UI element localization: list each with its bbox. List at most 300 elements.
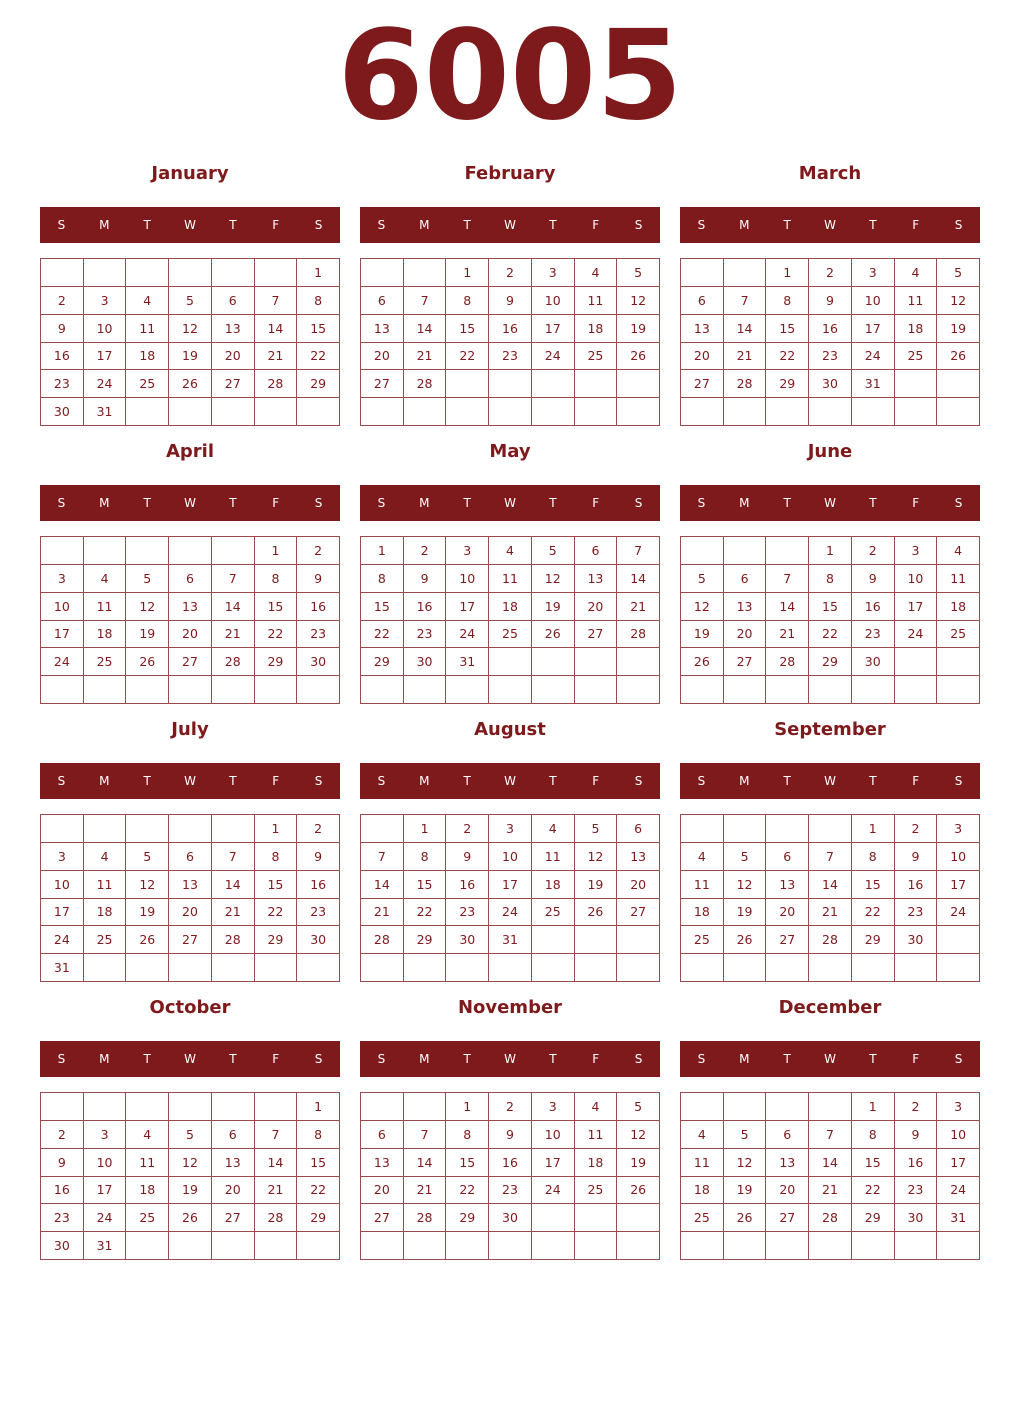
empty-cell xyxy=(169,815,212,843)
day-cell: 18 xyxy=(84,899,127,927)
empty-cell xyxy=(297,1232,340,1260)
weekday-label: T xyxy=(229,1052,237,1066)
empty-cell xyxy=(575,1232,618,1260)
day-cell: 14 xyxy=(361,871,404,899)
day-cell: 16 xyxy=(489,315,532,343)
day-cell: 29 xyxy=(255,926,298,954)
day-cell: 26 xyxy=(169,370,212,398)
empty-cell xyxy=(617,648,660,676)
day-grid xyxy=(680,536,980,704)
day-cell: 2 xyxy=(809,259,852,287)
day-cell: 24 xyxy=(937,1177,980,1205)
weekday-label: F xyxy=(912,774,920,788)
day-cell: 15 xyxy=(446,1149,489,1177)
day-cell: 8 xyxy=(446,1121,489,1149)
weekday-label: T xyxy=(783,496,791,510)
empty-cell xyxy=(937,676,980,704)
day-grid xyxy=(680,258,980,426)
day-cell: 6 xyxy=(724,565,767,593)
day-cell: 25 xyxy=(84,648,127,676)
weekday-label: S xyxy=(57,1052,66,1066)
day-cell: 26 xyxy=(532,621,575,649)
day-cell: 11 xyxy=(575,1121,618,1149)
weekday-label: S xyxy=(377,774,386,788)
day-cell: 13 xyxy=(361,1149,404,1177)
day-cell: 6 xyxy=(212,1121,255,1149)
day-cell: 16 xyxy=(895,871,938,899)
day-cell: 20 xyxy=(617,871,660,899)
day-cell: 26 xyxy=(126,926,169,954)
empty-cell xyxy=(255,1232,298,1260)
empty-cell xyxy=(724,954,767,982)
weekday-label: W xyxy=(504,496,516,510)
day-cell: 12 xyxy=(617,1121,660,1149)
day-cell: 17 xyxy=(852,315,895,343)
empty-cell xyxy=(681,676,724,704)
day-cell: 14 xyxy=(809,1149,852,1177)
day-cell: 2 xyxy=(489,259,532,287)
day-cell: 27 xyxy=(766,1204,809,1232)
day-cell: 20 xyxy=(212,1177,255,1205)
day-cell: 22 xyxy=(766,343,809,371)
empty-cell xyxy=(84,954,127,982)
day-cell: 8 xyxy=(255,565,298,593)
day-cell: 21 xyxy=(255,343,298,371)
day-cell: 15 xyxy=(852,871,895,899)
empty-cell xyxy=(532,370,575,398)
day-cell: 10 xyxy=(41,871,84,899)
empty-cell xyxy=(532,648,575,676)
empty-cell xyxy=(41,1093,84,1121)
month-name: September xyxy=(774,719,886,740)
weekday-label: S xyxy=(954,1052,963,1066)
day-cell: 10 xyxy=(937,843,980,871)
empty-cell xyxy=(681,1093,724,1121)
weekday-header xyxy=(360,485,660,521)
day-cell: 28 xyxy=(404,1204,447,1232)
day-cell: 28 xyxy=(361,926,404,954)
weekday-label: M xyxy=(739,1052,750,1066)
day-cell: 21 xyxy=(212,899,255,927)
day-cell: 5 xyxy=(169,287,212,315)
weekday-label: S xyxy=(634,218,643,232)
day-cell: 18 xyxy=(532,871,575,899)
weekday-label: F xyxy=(912,1052,920,1066)
day-cell: 1 xyxy=(809,537,852,565)
empty-cell xyxy=(41,537,84,565)
empty-cell xyxy=(361,259,404,287)
day-cell: 19 xyxy=(724,899,767,927)
empty-cell xyxy=(361,815,404,843)
day-cell: 20 xyxy=(361,343,404,371)
day-cell: 5 xyxy=(126,565,169,593)
day-cell: 31 xyxy=(84,1232,127,1260)
day-cell: 8 xyxy=(404,843,447,871)
weekday-header xyxy=(680,763,980,799)
day-cell: 8 xyxy=(852,843,895,871)
day-cell: 7 xyxy=(255,1121,298,1149)
day-cell: 5 xyxy=(617,259,660,287)
day-cell: 12 xyxy=(681,593,724,621)
day-cell: 22 xyxy=(809,621,852,649)
day-cell: 3 xyxy=(84,1121,127,1149)
day-cell: 2 xyxy=(41,287,84,315)
day-cell: 1 xyxy=(446,259,489,287)
day-cell: 1 xyxy=(361,537,404,565)
day-cell: 16 xyxy=(489,1149,532,1177)
day-cell: 30 xyxy=(297,648,340,676)
day-cell: 25 xyxy=(126,370,169,398)
day-cell: 17 xyxy=(532,1149,575,1177)
day-cell: 29 xyxy=(809,648,852,676)
day-cell: 26 xyxy=(617,1177,660,1205)
day-cell: 5 xyxy=(617,1093,660,1121)
day-cell: 18 xyxy=(681,899,724,927)
day-cell: 28 xyxy=(809,1204,852,1232)
empty-cell xyxy=(361,954,404,982)
day-cell: 14 xyxy=(255,1149,298,1177)
empty-cell xyxy=(404,954,447,982)
weekday-label: T xyxy=(229,774,237,788)
day-cell: 8 xyxy=(809,565,852,593)
day-cell: 24 xyxy=(446,621,489,649)
day-cell: 2 xyxy=(297,815,340,843)
day-cell: 1 xyxy=(255,815,298,843)
day-cell: 18 xyxy=(575,1149,618,1177)
day-cell: 3 xyxy=(84,287,127,315)
weekday-header xyxy=(40,207,340,243)
day-cell: 19 xyxy=(724,1177,767,1205)
day-cell: 17 xyxy=(532,315,575,343)
day-cell: 22 xyxy=(446,1177,489,1205)
weekday-label: F xyxy=(272,218,280,232)
day-cell: 7 xyxy=(212,843,255,871)
day-cell: 17 xyxy=(41,899,84,927)
day-cell: 28 xyxy=(724,370,767,398)
day-cell: 15 xyxy=(852,1149,895,1177)
day-cell: 24 xyxy=(41,926,84,954)
day-cell: 24 xyxy=(84,1204,127,1232)
day-cell: 21 xyxy=(361,899,404,927)
day-cell: 6 xyxy=(361,1121,404,1149)
day-cell: 31 xyxy=(852,370,895,398)
day-cell: 19 xyxy=(126,899,169,927)
empty-cell xyxy=(446,1232,489,1260)
empty-cell xyxy=(212,815,255,843)
day-cell: 27 xyxy=(169,926,212,954)
day-cell: 13 xyxy=(212,1149,255,1177)
empty-cell xyxy=(532,1204,575,1232)
day-cell: 30 xyxy=(895,1204,938,1232)
day-cell: 4 xyxy=(126,1121,169,1149)
day-cell: 13 xyxy=(212,315,255,343)
weekday-header xyxy=(360,763,660,799)
day-cell: 23 xyxy=(446,899,489,927)
day-cell: 19 xyxy=(617,1149,660,1177)
day-cell: 30 xyxy=(895,926,938,954)
empty-cell xyxy=(212,259,255,287)
day-cell: 9 xyxy=(895,843,938,871)
day-cell: 31 xyxy=(84,398,127,426)
weekday-header xyxy=(680,1041,980,1077)
empty-cell xyxy=(532,1232,575,1260)
empty-cell xyxy=(766,398,809,426)
day-cell: 28 xyxy=(404,370,447,398)
empty-cell xyxy=(681,398,724,426)
day-cell: 2 xyxy=(404,537,447,565)
empty-cell xyxy=(212,1232,255,1260)
weekday-label: T xyxy=(463,1052,471,1066)
weekday-label: M xyxy=(739,218,750,232)
day-cell: 30 xyxy=(446,926,489,954)
weekday-label: T xyxy=(783,1052,791,1066)
day-cell: 1 xyxy=(446,1093,489,1121)
day-cell: 3 xyxy=(41,843,84,871)
day-cell: 7 xyxy=(809,843,852,871)
day-cell: 8 xyxy=(297,1121,340,1149)
empty-cell xyxy=(532,954,575,982)
day-cell: 15 xyxy=(255,871,298,899)
weekday-label: F xyxy=(592,496,600,510)
day-cell: 6 xyxy=(766,1121,809,1149)
day-cell: 24 xyxy=(489,899,532,927)
weekday-label: W xyxy=(504,774,516,788)
weekday-label: W xyxy=(824,218,836,232)
day-cell: 5 xyxy=(126,843,169,871)
day-cell: 12 xyxy=(724,1149,767,1177)
empty-cell xyxy=(361,1232,404,1260)
day-cell: 25 xyxy=(681,1204,724,1232)
empty-cell xyxy=(895,398,938,426)
empty-cell xyxy=(169,259,212,287)
day-cell: 2 xyxy=(895,815,938,843)
day-cell: 29 xyxy=(446,1204,489,1232)
day-cell: 7 xyxy=(361,843,404,871)
empty-cell xyxy=(404,398,447,426)
day-cell: 5 xyxy=(724,1121,767,1149)
day-cell: 23 xyxy=(852,621,895,649)
empty-cell xyxy=(724,1232,767,1260)
day-cell: 17 xyxy=(84,1177,127,1205)
weekday-label: F xyxy=(912,218,920,232)
day-cell: 18 xyxy=(489,593,532,621)
weekday-label: S xyxy=(697,218,706,232)
day-cell: 20 xyxy=(361,1177,404,1205)
day-cell: 6 xyxy=(169,843,212,871)
day-cell: 10 xyxy=(852,287,895,315)
day-cell: 17 xyxy=(937,871,980,899)
day-cell: 28 xyxy=(255,370,298,398)
weekday-label: S xyxy=(697,774,706,788)
day-cell: 17 xyxy=(446,593,489,621)
empty-cell xyxy=(809,398,852,426)
day-cell: 5 xyxy=(169,1121,212,1149)
weekday-label: S xyxy=(57,774,66,788)
empty-cell xyxy=(404,259,447,287)
day-cell: 6 xyxy=(575,537,618,565)
weekday-header xyxy=(680,485,980,521)
day-cell: 23 xyxy=(297,899,340,927)
weekday-label: S xyxy=(314,1052,323,1066)
weekday-label: T xyxy=(229,218,237,232)
empty-cell xyxy=(766,1232,809,1260)
day-cell: 20 xyxy=(169,899,212,927)
month-name: October xyxy=(149,997,231,1018)
day-cell: 23 xyxy=(489,1177,532,1205)
empty-cell xyxy=(169,537,212,565)
day-cell: 27 xyxy=(212,370,255,398)
weekday-label: F xyxy=(592,218,600,232)
day-cell: 14 xyxy=(404,1149,447,1177)
day-cell: 29 xyxy=(852,926,895,954)
day-cell: 16 xyxy=(446,871,489,899)
day-cell: 27 xyxy=(361,370,404,398)
day-cell: 16 xyxy=(895,1149,938,1177)
day-cell: 11 xyxy=(489,565,532,593)
empty-cell xyxy=(212,398,255,426)
empty-cell xyxy=(575,398,618,426)
empty-cell xyxy=(84,815,127,843)
weekday-label: T xyxy=(143,1052,151,1066)
day-cell: 13 xyxy=(169,871,212,899)
empty-cell xyxy=(575,648,618,676)
empty-cell xyxy=(617,370,660,398)
weekday-label: W xyxy=(184,774,196,788)
empty-cell xyxy=(41,676,84,704)
day-cell: 9 xyxy=(297,565,340,593)
weekday-label: T xyxy=(143,218,151,232)
weekday-label: M xyxy=(419,218,430,232)
empty-cell xyxy=(126,259,169,287)
day-cell: 4 xyxy=(126,287,169,315)
empty-cell xyxy=(809,954,852,982)
day-cell: 19 xyxy=(617,315,660,343)
day-cell: 18 xyxy=(84,621,127,649)
empty-cell xyxy=(169,1093,212,1121)
day-cell: 25 xyxy=(681,926,724,954)
day-cell: 5 xyxy=(575,815,618,843)
month-name: December xyxy=(778,997,882,1018)
empty-cell xyxy=(84,1093,127,1121)
empty-cell xyxy=(126,676,169,704)
day-cell: 24 xyxy=(41,648,84,676)
day-cell: 18 xyxy=(126,1177,169,1205)
day-cell: 27 xyxy=(766,926,809,954)
day-cell: 7 xyxy=(617,537,660,565)
month-name: August xyxy=(474,719,546,740)
weekday-label: F xyxy=(272,1052,280,1066)
weekday-label: W xyxy=(184,218,196,232)
weekday-label: S xyxy=(377,218,386,232)
day-cell: 22 xyxy=(852,899,895,927)
weekday-label: S xyxy=(377,496,386,510)
day-cell: 29 xyxy=(852,1204,895,1232)
weekday-label: F xyxy=(592,1052,600,1066)
day-cell: 31 xyxy=(937,1204,980,1232)
day-cell: 11 xyxy=(84,593,127,621)
empty-cell xyxy=(681,1232,724,1260)
empty-cell xyxy=(489,370,532,398)
day-cell: 28 xyxy=(212,926,255,954)
day-cell: 18 xyxy=(126,343,169,371)
day-cell: 21 xyxy=(212,621,255,649)
empty-cell xyxy=(895,1232,938,1260)
weekday-label: M xyxy=(99,774,110,788)
day-cell: 15 xyxy=(297,1149,340,1177)
day-cell: 12 xyxy=(126,871,169,899)
empty-cell xyxy=(297,954,340,982)
empty-cell xyxy=(126,1093,169,1121)
day-cell: 4 xyxy=(895,259,938,287)
weekday-header xyxy=(360,207,660,243)
day-cell: 31 xyxy=(446,648,489,676)
empty-cell xyxy=(575,1204,618,1232)
day-cell: 20 xyxy=(575,593,618,621)
day-cell: 13 xyxy=(681,315,724,343)
day-cell: 4 xyxy=(575,259,618,287)
empty-cell xyxy=(255,676,298,704)
day-cell: 30 xyxy=(404,648,447,676)
day-cell: 28 xyxy=(809,926,852,954)
day-cell: 10 xyxy=(895,565,938,593)
day-cell: 12 xyxy=(937,287,980,315)
weekday-header xyxy=(680,207,980,243)
day-cell: 1 xyxy=(297,259,340,287)
weekday-label: S xyxy=(57,496,66,510)
weekday-label: W xyxy=(184,1052,196,1066)
weekday-label: S xyxy=(314,496,323,510)
day-cell: 15 xyxy=(766,315,809,343)
day-cell: 27 xyxy=(575,621,618,649)
weekday-header xyxy=(40,1041,340,1077)
day-cell: 8 xyxy=(361,565,404,593)
day-cell: 13 xyxy=(766,1149,809,1177)
day-cell: 9 xyxy=(809,287,852,315)
weekday-label: T xyxy=(549,774,557,788)
empty-cell xyxy=(446,370,489,398)
day-cell: 19 xyxy=(169,343,212,371)
day-cell: 29 xyxy=(255,648,298,676)
day-cell: 21 xyxy=(724,343,767,371)
day-cell: 29 xyxy=(297,1204,340,1232)
empty-cell xyxy=(169,1232,212,1260)
weekday-label: F xyxy=(592,774,600,788)
day-cell: 17 xyxy=(895,593,938,621)
day-cell: 16 xyxy=(809,315,852,343)
weekday-label: T xyxy=(869,496,877,510)
day-cell: 22 xyxy=(404,899,447,927)
day-cell: 21 xyxy=(404,1177,447,1205)
weekday-label: M xyxy=(419,774,430,788)
empty-cell xyxy=(446,398,489,426)
empty-cell xyxy=(41,259,84,287)
day-cell: 3 xyxy=(937,1093,980,1121)
weekday-label: T xyxy=(869,774,877,788)
day-cell: 15 xyxy=(809,593,852,621)
day-cell: 26 xyxy=(126,648,169,676)
day-cell: 6 xyxy=(212,287,255,315)
day-cell: 25 xyxy=(126,1204,169,1232)
weekday-label: T xyxy=(143,496,151,510)
day-cell: 27 xyxy=(169,648,212,676)
weekday-label: W xyxy=(824,774,836,788)
empty-cell xyxy=(84,676,127,704)
day-cell: 24 xyxy=(937,899,980,927)
day-cell: 9 xyxy=(297,843,340,871)
empty-cell xyxy=(255,1093,298,1121)
weekday-label: W xyxy=(824,496,836,510)
day-cell: 25 xyxy=(937,621,980,649)
